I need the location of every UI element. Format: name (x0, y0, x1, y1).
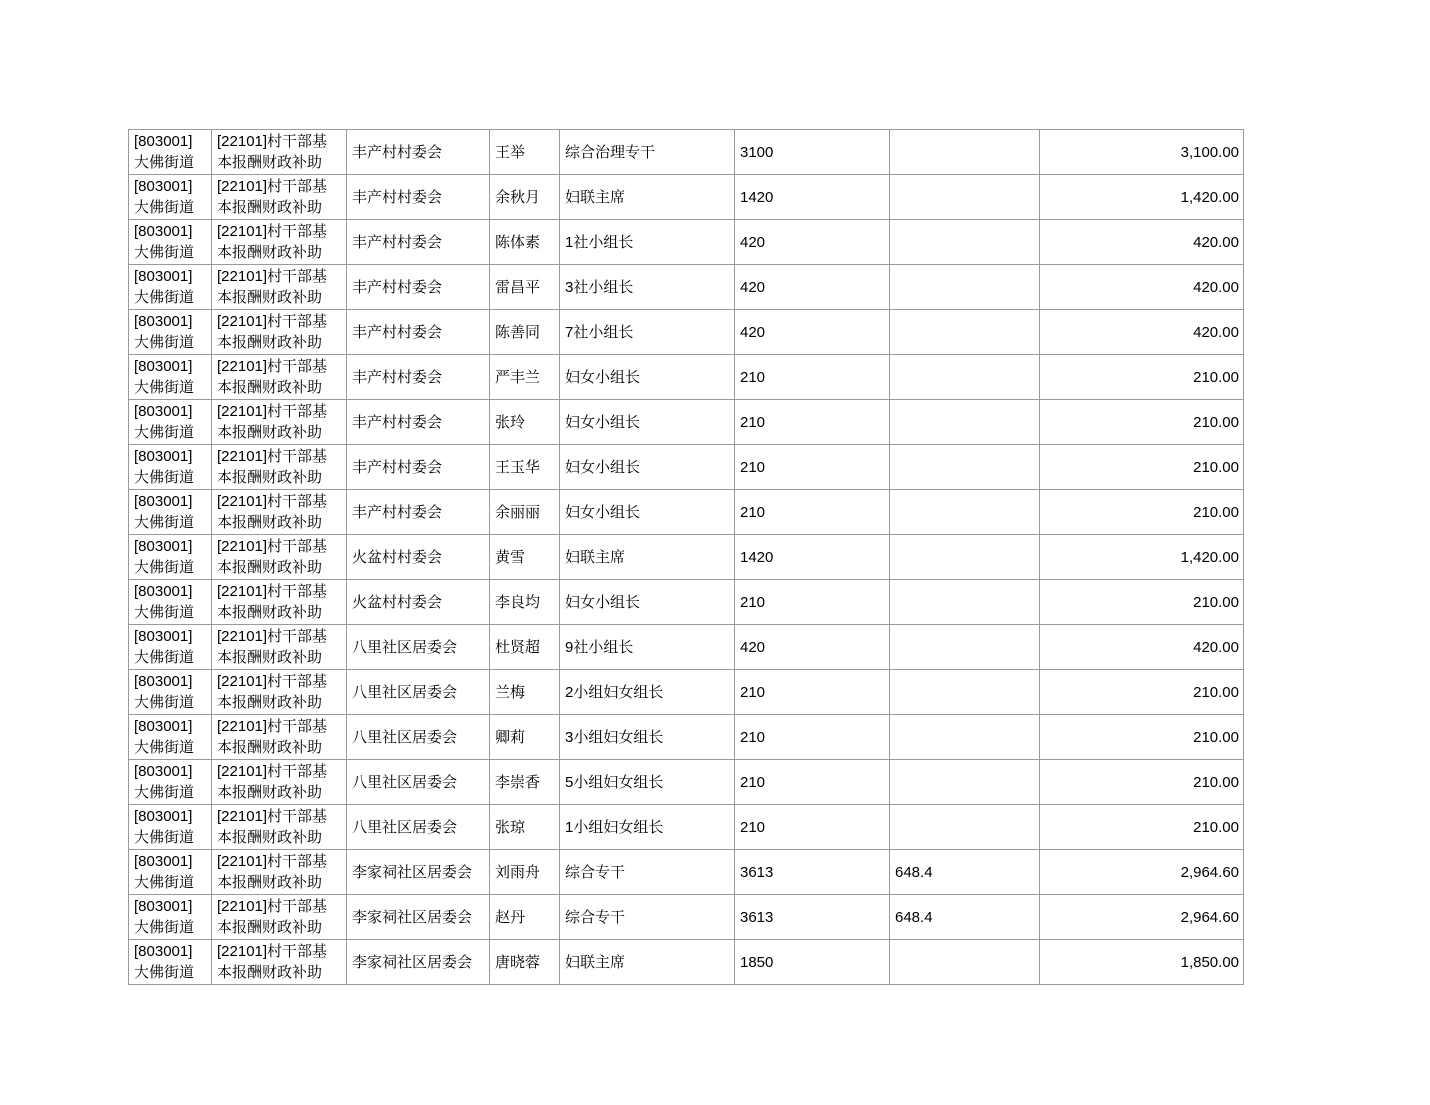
cell-department: [803001]大佛街道 (129, 265, 212, 310)
cell-standard-amount: 210 (735, 715, 890, 760)
table-row (129, 715, 1244, 760)
cell-department: [803001]大佛街道 (129, 805, 212, 850)
cell-budget-item: [22101]村干部基本报酬财政补助 (212, 130, 347, 175)
cell-deduction (890, 175, 1040, 220)
table-row (129, 310, 1244, 355)
cell-budget-item: [22101]村干部基本报酬财政补助 (212, 580, 347, 625)
cell-department: [803001]大佛街道 (129, 625, 212, 670)
cell-department: [803001]大佛街道 (129, 850, 212, 895)
cell-department: [803001]大佛街道 (129, 895, 212, 940)
cell-standard-amount: 3613 (735, 895, 890, 940)
cell-standard-amount: 210 (735, 490, 890, 535)
cell-standard-amount: 210 (735, 445, 890, 490)
cell-person-name: 张琼 (490, 805, 560, 850)
cell-standard-amount: 3100 (735, 130, 890, 175)
cell-department: [803001]大佛街道 (129, 175, 212, 220)
cell-budget-item: [22101]村干部基本报酬财政补助 (212, 310, 347, 355)
cell-paid-amount: 210.00 (1040, 580, 1244, 625)
cell-position: 5小组妇女组长 (560, 760, 735, 805)
cell-person-name: 余秋月 (490, 175, 560, 220)
cell-paid-amount: 210.00 (1040, 445, 1244, 490)
cell-person-name: 王玉华 (490, 445, 560, 490)
cell-paid-amount: 420.00 (1040, 220, 1244, 265)
cell-deduction (890, 715, 1040, 760)
cell-village-committee: 李家祠社区居委会 (347, 940, 490, 985)
cell-paid-amount: 210.00 (1040, 490, 1244, 535)
cell-person-name: 黄雪 (490, 535, 560, 580)
cell-person-name: 唐晓蓉 (490, 940, 560, 985)
subsidy-table (128, 129, 1244, 985)
cell-village-committee: 丰产村村委会 (347, 220, 490, 265)
cell-village-committee: 火盆村村委会 (347, 535, 490, 580)
table-row (129, 265, 1244, 310)
cell-standard-amount: 210 (735, 670, 890, 715)
cell-position: 妇联主席 (560, 940, 735, 985)
cell-deduction (890, 805, 1040, 850)
cell-budget-item: [22101]村干部基本报酬财政补助 (212, 355, 347, 400)
cell-village-committee: 李家祠社区居委会 (347, 850, 490, 895)
cell-person-name: 李崇香 (490, 760, 560, 805)
cell-position: 3社小组长 (560, 265, 735, 310)
cell-village-committee: 火盆村村委会 (347, 580, 490, 625)
cell-budget-item: [22101]村干部基本报酬财政补助 (212, 265, 347, 310)
cell-person-name: 雷昌平 (490, 265, 560, 310)
cell-department: [803001]大佛街道 (129, 445, 212, 490)
cell-person-name: 王举 (490, 130, 560, 175)
cell-person-name: 兰梅 (490, 670, 560, 715)
table-row (129, 220, 1244, 265)
cell-deduction (890, 535, 1040, 580)
cell-deduction (890, 490, 1040, 535)
cell-village-committee: 八里社区居委会 (347, 760, 490, 805)
cell-person-name: 李良均 (490, 580, 560, 625)
cell-person-name: 刘雨舟 (490, 850, 560, 895)
cell-department: [803001]大佛街道 (129, 490, 212, 535)
cell-standard-amount: 210 (735, 760, 890, 805)
table-row (129, 670, 1244, 715)
cell-position: 妇女小组长 (560, 355, 735, 400)
cell-paid-amount: 3,100.00 (1040, 130, 1244, 175)
cell-person-name: 严丰兰 (490, 355, 560, 400)
cell-position: 1社小组长 (560, 220, 735, 265)
cell-position: 妇女小组长 (560, 445, 735, 490)
cell-department: [803001]大佛街道 (129, 130, 212, 175)
table-row (129, 760, 1244, 805)
cell-person-name: 杜贤超 (490, 625, 560, 670)
cell-position: 9社小组长 (560, 625, 735, 670)
cell-budget-item: [22101]村干部基本报酬财政补助 (212, 895, 347, 940)
cell-position: 3小组妇女组长 (560, 715, 735, 760)
cell-deduction (890, 130, 1040, 175)
table-body (129, 130, 1244, 985)
cell-budget-item: [22101]村干部基本报酬财政补助 (212, 220, 347, 265)
cell-standard-amount: 420 (735, 220, 890, 265)
cell-standard-amount: 1420 (735, 175, 890, 220)
cell-budget-item: [22101]村干部基本报酬财政补助 (212, 715, 347, 760)
table-row (129, 580, 1244, 625)
table-row (129, 175, 1244, 220)
cell-deduction: 648.4 (890, 895, 1040, 940)
cell-budget-item: [22101]村干部基本报酬财政补助 (212, 175, 347, 220)
cell-deduction (890, 310, 1040, 355)
cell-paid-amount: 210.00 (1040, 400, 1244, 445)
cell-deduction (890, 220, 1040, 265)
cell-standard-amount: 420 (735, 310, 890, 355)
table-row (129, 490, 1244, 535)
cell-deduction (890, 400, 1040, 445)
cell-deduction (890, 445, 1040, 490)
cell-budget-item: [22101]村干部基本报酬财政补助 (212, 535, 347, 580)
cell-position: 妇女小组长 (560, 580, 735, 625)
cell-village-committee: 丰产村村委会 (347, 265, 490, 310)
cell-paid-amount: 420.00 (1040, 265, 1244, 310)
table-row (129, 940, 1244, 985)
cell-village-committee: 八里社区居委会 (347, 715, 490, 760)
cell-village-committee: 丰产村村委会 (347, 310, 490, 355)
table-row (129, 850, 1244, 895)
cell-village-committee: 丰产村村委会 (347, 355, 490, 400)
cell-department: [803001]大佛街道 (129, 760, 212, 805)
cell-budget-item: [22101]村干部基本报酬财政补助 (212, 805, 347, 850)
table-row (129, 805, 1244, 850)
cell-budget-item: [22101]村干部基本报酬财政补助 (212, 490, 347, 535)
cell-deduction: 648.4 (890, 850, 1040, 895)
cell-village-committee: 丰产村村委会 (347, 400, 490, 445)
cell-standard-amount: 420 (735, 265, 890, 310)
cell-budget-item: [22101]村干部基本报酬财政补助 (212, 400, 347, 445)
cell-village-committee: 丰产村村委会 (347, 175, 490, 220)
cell-village-committee: 八里社区居委会 (347, 805, 490, 850)
cell-standard-amount: 3613 (735, 850, 890, 895)
cell-paid-amount: 420.00 (1040, 310, 1244, 355)
table-row (129, 625, 1244, 670)
cell-position: 1小组妇女组长 (560, 805, 735, 850)
cell-paid-amount: 2,964.60 (1040, 850, 1244, 895)
cell-standard-amount: 210 (735, 805, 890, 850)
cell-position: 妇联主席 (560, 175, 735, 220)
cell-department: [803001]大佛街道 (129, 670, 212, 715)
cell-paid-amount: 210.00 (1040, 715, 1244, 760)
cell-paid-amount: 1,420.00 (1040, 175, 1244, 220)
cell-paid-amount: 210.00 (1040, 670, 1244, 715)
cell-person-name: 赵丹 (490, 895, 560, 940)
cell-village-committee: 丰产村村委会 (347, 445, 490, 490)
cell-standard-amount: 210 (735, 400, 890, 445)
cell-department: [803001]大佛街道 (129, 940, 212, 985)
cell-deduction (890, 265, 1040, 310)
cell-village-committee: 八里社区居委会 (347, 625, 490, 670)
table-row (129, 355, 1244, 400)
table-row (129, 130, 1244, 175)
cell-deduction (890, 670, 1040, 715)
cell-budget-item: [22101]村干部基本报酬财政补助 (212, 625, 347, 670)
cell-budget-item: [22101]村干部基本报酬财政补助 (212, 850, 347, 895)
cell-village-committee: 李家祠社区居委会 (347, 895, 490, 940)
cell-position: 妇女小组长 (560, 400, 735, 445)
cell-paid-amount: 1,850.00 (1040, 940, 1244, 985)
table-row (129, 400, 1244, 445)
cell-department: [803001]大佛街道 (129, 580, 212, 625)
cell-budget-item: [22101]村干部基本报酬财政补助 (212, 445, 347, 490)
cell-paid-amount: 2,964.60 (1040, 895, 1244, 940)
cell-village-committee: 丰产村村委会 (347, 490, 490, 535)
cell-department: [803001]大佛街道 (129, 220, 212, 265)
cell-position: 7社小组长 (560, 310, 735, 355)
cell-position: 综合治理专干 (560, 130, 735, 175)
table-row (129, 895, 1244, 940)
cell-standard-amount: 1850 (735, 940, 890, 985)
cell-department: [803001]大佛街道 (129, 400, 212, 445)
cell-standard-amount: 210 (735, 580, 890, 625)
cell-budget-item: [22101]村干部基本报酬财政补助 (212, 670, 347, 715)
cell-deduction (890, 355, 1040, 400)
table-row (129, 445, 1244, 490)
cell-deduction (890, 580, 1040, 625)
cell-paid-amount: 420.00 (1040, 625, 1244, 670)
cell-person-name: 张玲 (490, 400, 560, 445)
cell-standard-amount: 1420 (735, 535, 890, 580)
cell-deduction (890, 940, 1040, 985)
cell-person-name: 卿莉 (490, 715, 560, 760)
cell-paid-amount: 210.00 (1040, 760, 1244, 805)
cell-standard-amount: 210 (735, 355, 890, 400)
cell-position: 综合专干 (560, 850, 735, 895)
cell-person-name: 余丽丽 (490, 490, 560, 535)
cell-department: [803001]大佛街道 (129, 355, 212, 400)
cell-paid-amount: 210.00 (1040, 355, 1244, 400)
cell-position: 2小组妇女组长 (560, 670, 735, 715)
cell-paid-amount: 210.00 (1040, 805, 1244, 850)
cell-position: 综合专干 (560, 895, 735, 940)
cell-department: [803001]大佛街道 (129, 715, 212, 760)
table-row (129, 535, 1244, 580)
cell-deduction (890, 760, 1040, 805)
cell-village-committee: 丰产村村委会 (347, 130, 490, 175)
cell-person-name: 陈体素 (490, 220, 560, 265)
cell-person-name: 陈善同 (490, 310, 560, 355)
cell-budget-item: [22101]村干部基本报酬财政补助 (212, 940, 347, 985)
cell-village-committee: 八里社区居委会 (347, 670, 490, 715)
cell-department: [803001]大佛街道 (129, 535, 212, 580)
cell-standard-amount: 420 (735, 625, 890, 670)
cell-position: 妇联主席 (560, 535, 735, 580)
cell-department: [803001]大佛街道 (129, 310, 212, 355)
cell-position: 妇女小组长 (560, 490, 735, 535)
cell-deduction (890, 625, 1040, 670)
cell-budget-item: [22101]村干部基本报酬财政补助 (212, 760, 347, 805)
cell-paid-amount: 1,420.00 (1040, 535, 1244, 580)
